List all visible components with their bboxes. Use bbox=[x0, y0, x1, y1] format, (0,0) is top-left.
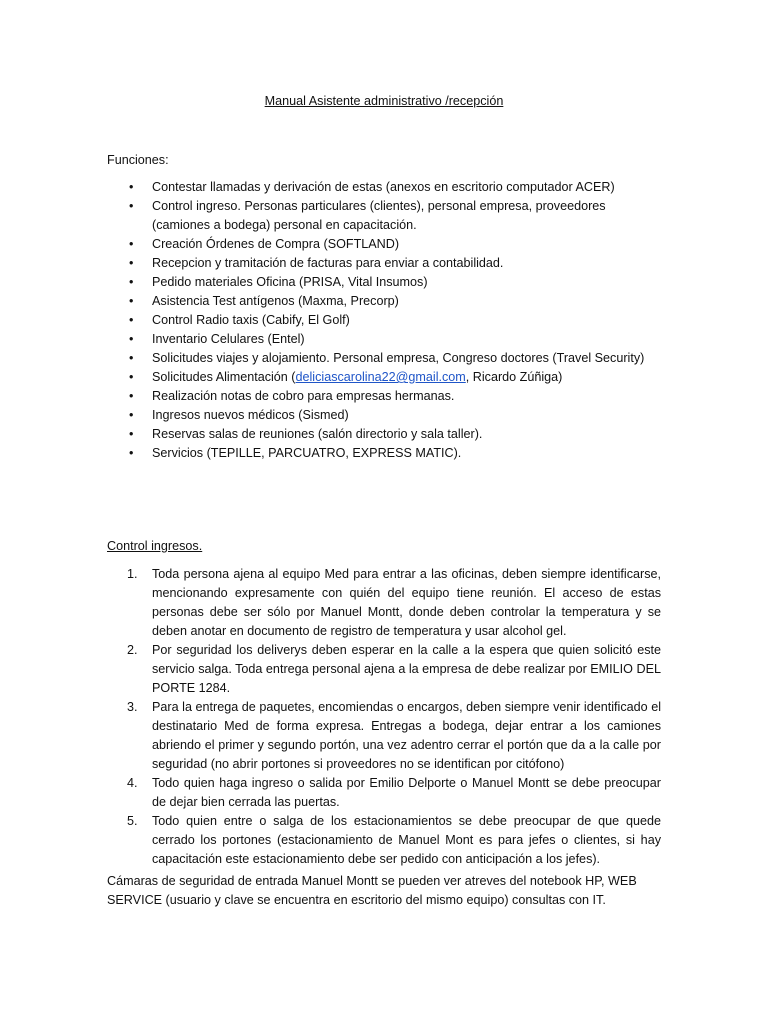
numbered-item-text: Toda persona ajena al equipo Med para entrar a las oficinas, deben siempre identificarse, mencionando expresamente con quién del equipo tiene reunión. El acceso de estas personas debe ser sólo por Manuel Montt, donde deben controlar la temperatura y se deben anotar en documento de registro de temperatura y usar alcohol gel. bbox=[152, 567, 661, 638]
bullet-icon: • bbox=[129, 256, 134, 270]
list-item bbox=[107, 444, 647, 463]
list-item-text: Pedido materiales Oficina (PRISA, Vital Insumos) bbox=[152, 275, 428, 289]
list-item-text: Solicitudes viajes y alojamiento. Personal empresa, Congreso doctores (Travel Security) bbox=[152, 351, 645, 365]
bullet-icon: • bbox=[129, 294, 134, 308]
list-item-text-after-link: , Ricardo Zúñiga) bbox=[465, 370, 563, 384]
bullet-icon: • bbox=[129, 351, 134, 365]
numbered-item-text: Todo quien haga ingreso o salida por Emilio Delporte o Manuel Montt se debe preocupar de dejar bien cerrada las puertas. bbox=[152, 776, 661, 809]
list-item bbox=[107, 425, 647, 444]
list-item bbox=[107, 368, 647, 387]
list-item-text: Servicios (TEPILLE, PARCUATRO, EXPRESS MATIC). bbox=[152, 446, 462, 460]
list-item-text-before-link: Solicitudes Alimentación ( bbox=[152, 370, 296, 384]
control-ingresos-list bbox=[107, 565, 661, 869]
closing-paragraph: Cámaras de seguridad de entrada Manuel Montt se pueden ver atreves del notebook HP, WEB SERVICE (usuario y clave se encuentra en escritorio del mismo equipo) consultas con IT. bbox=[107, 874, 637, 907]
list-item bbox=[107, 273, 647, 292]
list-item bbox=[107, 235, 647, 254]
item-number: 3. bbox=[127, 700, 138, 714]
list-item bbox=[107, 178, 647, 197]
bullet-icon: • bbox=[129, 370, 134, 384]
bullet-icon: • bbox=[129, 389, 134, 403]
list-item bbox=[107, 311, 647, 330]
list-item-text: Inventario Celulares (Entel) bbox=[152, 332, 305, 346]
list-item bbox=[107, 330, 647, 349]
document-title: Manual Asistente administrativo /recepción bbox=[264, 94, 504, 108]
list-item-text: Creación Órdenes de Compra (SOFTLAND) bbox=[152, 237, 400, 251]
funciones-list bbox=[107, 178, 647, 463]
list-item bbox=[107, 406, 647, 425]
list-item-text: Reservas salas de reuniones (salón directorio y sala taller). bbox=[152, 427, 483, 441]
list-item-text: Control ingreso. Personas particulares (clientes), personal empresa, proveedores (camiones a bodega) personal en capacitación. bbox=[152, 199, 606, 232]
control-ingresos-heading: Control ingresos. bbox=[107, 539, 203, 553]
bullet-icon: • bbox=[129, 408, 134, 422]
list-item bbox=[107, 254, 647, 273]
bullet-icon: • bbox=[129, 446, 134, 460]
bullet-icon: • bbox=[129, 199, 134, 213]
list-item bbox=[107, 387, 647, 406]
numbered-item-text: Por seguridad los deliverys deben esperar en la calle a la espera que quien solicitó este servicio salga. Toda entrega personal ajena a la empresa de debe realizar por EMILIO DEL PORTE 1284. bbox=[152, 643, 661, 695]
item-number: 1. bbox=[127, 567, 138, 581]
bullet-icon: • bbox=[129, 180, 134, 194]
numbered-item bbox=[107, 774, 661, 812]
item-number: 2. bbox=[127, 643, 138, 657]
list-item-text: Control Radio taxis (Cabify, El Golf) bbox=[152, 313, 350, 327]
list-item bbox=[107, 349, 647, 368]
list-item-text: Contestar llamadas y derivación de estas (anexos en escritorio computador ACER) bbox=[152, 180, 615, 194]
item-number: 5. bbox=[127, 814, 138, 828]
item-number: 4. bbox=[127, 776, 138, 790]
numbered-item bbox=[107, 565, 661, 641]
numbered-item-text: Todo quien entre o salga de los estacionamientos se debe preocupar de que quede cerrado los portones (estacionamiento de Manuel Mont es para jefes o clientes, si hay capacitación este estacionamiento debe ser pedido con anticipación a los jefes). bbox=[152, 814, 661, 866]
numbered-item bbox=[107, 812, 661, 869]
bullet-icon: • bbox=[129, 275, 134, 289]
numbered-item bbox=[107, 698, 661, 774]
list-item bbox=[107, 197, 647, 235]
numbered-item bbox=[107, 641, 661, 698]
list-item-text: Asistencia Test antígenos (Maxma, Precorp) bbox=[152, 294, 399, 308]
list-item bbox=[107, 292, 647, 311]
bullet-icon: • bbox=[129, 427, 134, 441]
bullet-icon: • bbox=[129, 313, 134, 327]
bullet-icon: • bbox=[129, 237, 134, 251]
email-link[interactable]: deliciascarolina22@gmail.com bbox=[295, 370, 466, 384]
bullet-icon: • bbox=[129, 332, 134, 346]
list-item-text: Ingresos nuevos médicos (Sismed) bbox=[152, 408, 349, 422]
list-item-text: Recepcion y tramitación de facturas para enviar a contabilidad. bbox=[152, 256, 504, 270]
numbered-item-text: Para la entrega de paquetes, encomiendas o encargos, deben siempre venir identificado el destinatario Med de forma expresa. Entregas a bodega, dejar entrar a los camiones abriendo el primer y segundo portón, una vez adentro cerrar el portón que da a la calle por seguridad (no abrir portones si proveedores no se identifican por citófono) bbox=[152, 700, 661, 771]
funciones-heading: Funciones: bbox=[107, 153, 169, 167]
list-item-text: Realización notas de cobro para empresas hermanas. bbox=[152, 389, 455, 403]
